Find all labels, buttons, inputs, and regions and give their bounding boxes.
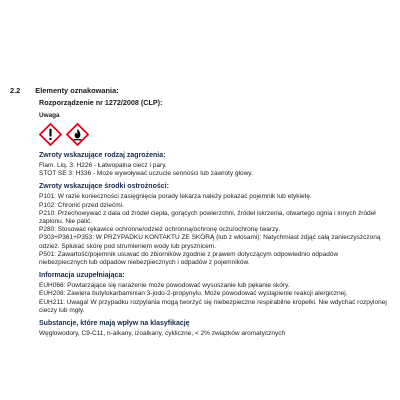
supplementary-line: EUH066: Powtarzające się narażenie może powodować wysuszanie lub pękanie skóry.	[39, 282, 290, 290]
section-title: Elementy oznakowania:	[35, 86, 119, 95]
precautionary-statements-heading: Zwroty wskazujące środki ostrożności:	[39, 183, 169, 191]
precaution-line: P102: Chronić przed dziećmi.	[39, 201, 124, 209]
pictogram-row	[39, 123, 388, 146]
supplementary-info-heading: Informacja uzupełniająca:	[39, 272, 125, 280]
hazard-line: Flam. Liq. 3: H226 - Łatwopalna ciecz i pary.	[39, 162, 167, 169]
supplementary-line: EUH208: Zawiera butylokarbaminian 3-jodo-2-propynylu. Może powodować wystąpienie reakcji alergicznej.	[39, 290, 348, 298]
precaution-line: P303+P361+P353: W PRZYPADKU KONTAKTU ZE SKÓRĄ (lub z włosami): Natychmiast zdjąć całą zanieczyszczoną odzież. Spłukać skórę pod strumieniem wody lub prysznicem.	[39, 234, 381, 250]
regulation-title: Rozporządzenie nr 1272/2008 (CLP):	[39, 98, 163, 107]
precaution-line: P280: Stosować rękawice ochronne/odzież ochronną/ochronę oczu/ochronę twarzy.	[39, 226, 280, 234]
label-elements-content	[39, 98, 388, 338]
precaution-line: P101: W razie konieczności zasięgnięcia porady lekarza należy pokazać pojemnik lub etykietę.	[39, 193, 312, 201]
supplementary-line: EUH211: Uwaga! W przypadku rozpylania mogą tworzyć się niebezpieczne respirabilne kropelki. Nie wdychać rozpylonej cieczy lub mgły.	[39, 298, 387, 314]
hazard-line: STOT SE 3: H336 - Może wywoływać uczucie senności lub zawroty głowy.	[39, 170, 253, 178]
section-heading	[10, 86, 119, 95]
hazard-statements-heading: Zwroty wskazujące rodzaj zagrożenia:	[39, 152, 166, 159]
classification-substances-heading: Substancje, które mają wpływ na klasyfikację	[39, 320, 190, 328]
section-number: 2.2	[10, 86, 21, 95]
signal-word: Uwaga	[39, 112, 60, 119]
precaution-line: P501: Zawartość/pojemnik usuwać do zbiorników zgodnie z prawem dotyczącym odpowiednio odpadów niebezpiecznych lub odpadów niebezpiecznych i odpadów z pojemników.	[39, 250, 339, 267]
precaution-line: P210: Przechowywać z dala od źródeł ciepła, gorących powierzchni, źródeł iskrzenia, otwartego ognia i innych źródeł zapłonu. Nie palić.	[39, 209, 376, 226]
substance-line: Węglowodory, C9-C11, n-alkany, izoalkany, cykliczne, < 2% związków aromatycznych	[39, 330, 286, 338]
exclamation-mark-icon	[39, 123, 62, 146]
flame-icon	[66, 123, 89, 146]
